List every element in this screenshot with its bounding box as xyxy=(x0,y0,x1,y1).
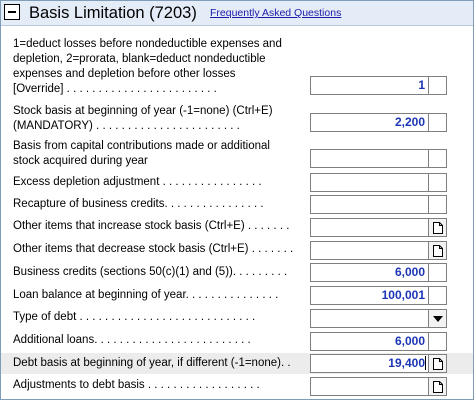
loan-balance-beginning-input[interactable]: 100,001 xyxy=(310,286,428,305)
loan-balance-beginning-label-line: Loan balance at beginning of year. . . . . . . . . . . . . . . xyxy=(13,289,279,301)
debt-basis-beginning-label xyxy=(13,356,305,371)
loss-order-override-label-line: 1=deduct losses before nondeductible expenses and xyxy=(13,38,282,50)
document-icon xyxy=(433,222,443,234)
items-decrease-basis-label-line: Other items that decrease stock basis (Ctrl+E) . . . . . . . xyxy=(13,243,294,255)
business-credits-label-line: Business credits (sections 50(c)(1) and (5)). . . . . . . . . xyxy=(13,266,288,278)
business-credits-label xyxy=(13,265,305,280)
type-of-debt-label-line: Type of debt . . . . . . . . . . . . . . . . . . . . . . . . . . . . xyxy=(13,311,256,323)
document-icon xyxy=(433,358,443,370)
document-icon xyxy=(433,381,443,393)
stock-basis-beginning-label-line: (MANDATORY) . . . . . . . . . . . . . . . . . . . . . . . xyxy=(13,120,240,132)
stock-basis-beginning-label xyxy=(13,104,305,134)
loan-balance-beginning-side-box[interactable] xyxy=(428,286,447,305)
excess-depletion-side-box[interactable] xyxy=(428,173,447,192)
text-cursor xyxy=(425,356,426,370)
recapture-credits-label xyxy=(13,197,305,212)
debt-basis-beginning-input[interactable]: 19,400 xyxy=(310,354,428,373)
excess-depletion-label xyxy=(13,175,305,190)
loss-order-override-input[interactable]: 1 xyxy=(310,76,428,95)
recapture-credits-label-line: Recapture of business credits. . . . . . . . . . . . . . . . xyxy=(13,198,264,210)
debt-basis-beginning-document-button[interactable] xyxy=(428,354,447,373)
minus-box-icon[interactable] xyxy=(4,4,20,20)
loss-order-override-label-line: depletion, 2=prorata, blank=deduct nondeductible xyxy=(13,53,266,65)
capital-contributions-label-line: stock acquired during year xyxy=(13,155,148,167)
additional-loans-input[interactable]: 6,000 xyxy=(310,332,428,351)
items-increase-basis-label xyxy=(13,219,305,234)
stock-basis-beginning-input[interactable]: 2,200 xyxy=(310,113,428,132)
additional-loans-label-line: Additional loans. . . . . . . . . . . . . . . . . . . . . . . . . xyxy=(13,334,251,346)
document-icon xyxy=(433,245,443,257)
items-increase-basis-input[interactable] xyxy=(310,218,428,237)
recapture-credits-input[interactable] xyxy=(310,195,428,214)
faq-link[interactable]: Frequently Asked Questions xyxy=(210,7,342,19)
section-title: Basis Limitation (7203) xyxy=(29,4,197,22)
adjustments-debt-basis-document-button[interactable] xyxy=(428,377,447,396)
excess-depletion-input[interactable] xyxy=(310,173,428,192)
stock-basis-beginning-label-line: Stock basis at beginning of year (-1=none) (Ctrl+E) xyxy=(13,105,273,117)
debt-basis-beginning-label-line: Debt basis at beginning of year, if different (-1=none). . xyxy=(13,357,291,369)
capital-contributions-side-box[interactable] xyxy=(428,149,447,168)
items-decrease-basis-label xyxy=(13,242,305,257)
loss-order-override-label-line: expenses and depletion before other losses xyxy=(13,68,236,80)
triangle-down-icon xyxy=(433,316,443,322)
loss-order-override-label xyxy=(13,37,305,97)
items-decrease-basis-input[interactable] xyxy=(310,241,428,260)
recapture-credits-side-box[interactable] xyxy=(428,195,447,214)
section-header xyxy=(1,1,473,26)
additional-loans-label xyxy=(13,333,305,348)
loss-order-override-side-box[interactable] xyxy=(428,76,447,95)
items-increase-basis-label-line: Other items that increase stock basis (Ctrl+E) . . . . . . . xyxy=(13,220,290,232)
additional-loans-side-box[interactable] xyxy=(428,332,447,351)
type-of-debt-input[interactable] xyxy=(310,309,428,328)
adjustments-debt-basis-label-line: Adjustments to debt basis . . . . . . . . . . . . . . . . . . xyxy=(13,379,260,391)
capital-contributions-input[interactable] xyxy=(310,149,428,168)
adjustments-debt-basis-input[interactable] xyxy=(310,377,428,396)
adjustments-debt-basis-label xyxy=(13,378,305,393)
type-of-debt-dropdown-button[interactable] xyxy=(428,309,447,328)
loss-order-override-label-line: [Override] . . . . . . . . . . . . . . . . . . . . . . . . xyxy=(13,83,217,95)
stock-basis-beginning-side-box[interactable] xyxy=(428,113,447,132)
items-decrease-basis-document-button[interactable] xyxy=(428,241,447,260)
excess-depletion-label-line: Excess depletion adjustment . . . . . . . . . . . . . . . . xyxy=(13,176,262,188)
loan-balance-beginning-label xyxy=(13,288,305,303)
business-credits-side-box[interactable] xyxy=(428,263,447,282)
business-credits-input[interactable]: 6,000 xyxy=(310,263,428,282)
capital-contributions-label-line: Basis from capital contributions made or additional xyxy=(13,140,270,152)
type-of-debt-label xyxy=(13,310,305,325)
items-increase-basis-document-button[interactable] xyxy=(428,218,447,237)
capital-contributions-label xyxy=(13,139,305,169)
